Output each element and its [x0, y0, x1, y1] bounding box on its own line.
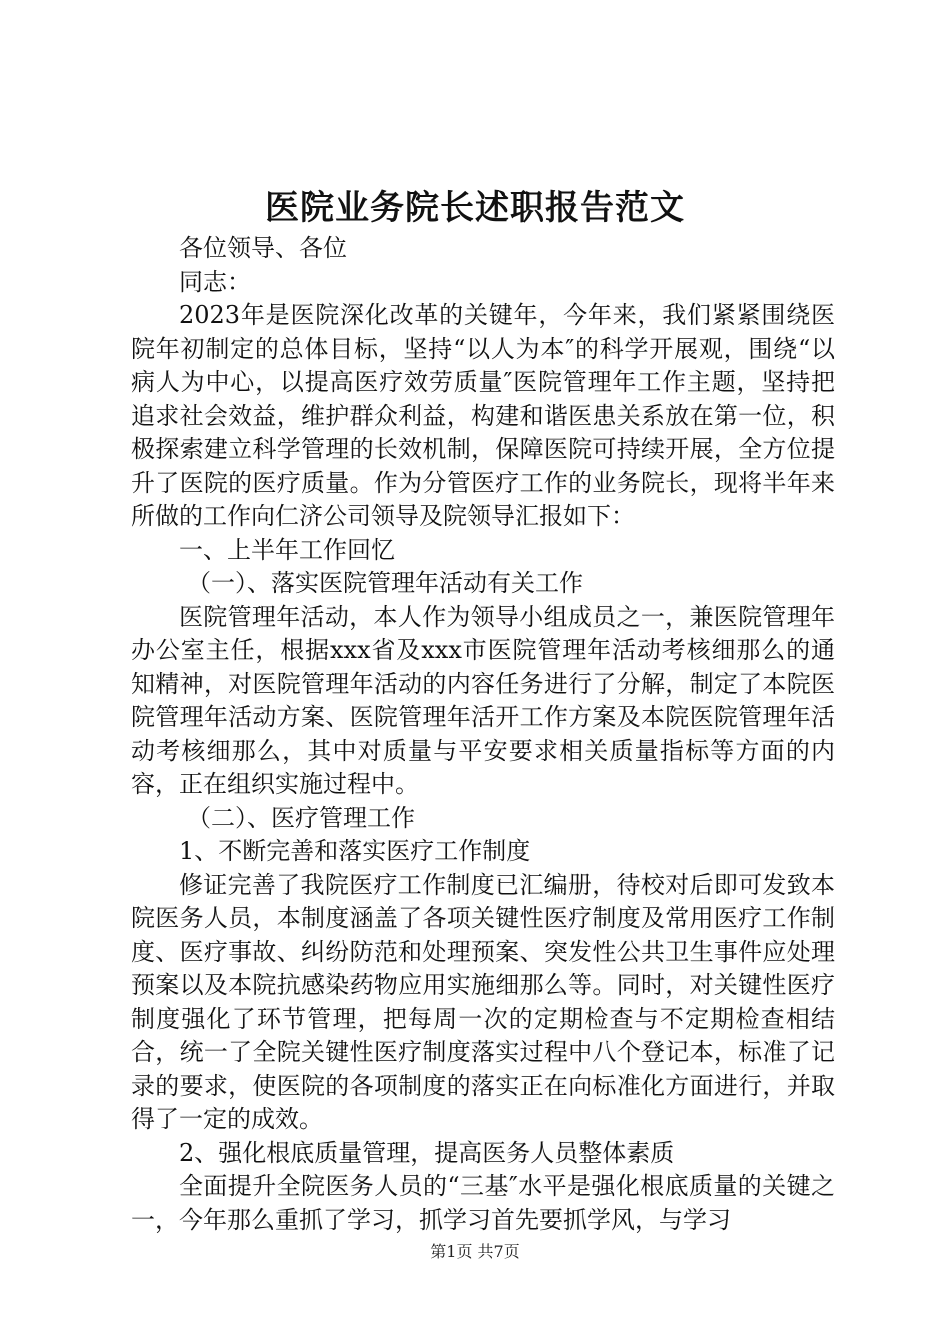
intro-paragraph: 2023年是医院深化改革的关键年，今年来，我们紧紧围绕医院年初制定的总体目标，坚持“以人为本″的科学开展观，围绕“以病人为中心，以提高医疗效劳质量″医院管理年工作主题，坚持把追求社会效益，维护群众利益，构建和谐医患关系放在第一位，积极探索建立科学管理的长效机制，保障医院可持续开展，全方位提升了医院的医疗质量。作为分管医疗工作的业务院长，现将半年来所做的工作向仁济公司领导及院领导汇报如下：: [131, 301, 835, 530]
document-title: 医院业务院长述职报告范文: [265, 188, 685, 228]
salutation-line-1: 各位领导、各位: [179, 234, 347, 262]
section-heading-1: 一、上半年工作回忆: [179, 535, 395, 564]
item-heading-1: 1、不断完善和落实医疗工作制度: [179, 837, 531, 865]
page-footer: 第1页 共7页: [430, 1242, 520, 1261]
subsection-heading-1: （一）、落实医院管理年活动有关工作: [187, 569, 583, 597]
medical-system-paragraph: 修证完善了我院医疗工作制度已汇编册，待校对后即可发致本院医务人员，本制度涵盖了各项关键性医疗制度及常用医疗工作制度、医疗事故、纠纷防范和处理预案、突发性公共卫生事件应处理预案以及本院抗感染药物应用实施细那么等。同时，对关键性医疗制度强化了环节管理，把每周一次的定期检查与不定期检查相结合，统一了全院关键性医疗制度落实过程中八个登记本，标准了记录的要求，使医院的各项制度的落实正在向标准化方面进行，并取得了一定的成效。: [131, 870, 835, 1133]
salutation-line-2: 同志：: [179, 267, 251, 296]
item-heading-2: 2、强化根底质量管理，提高医务人员整体素质: [179, 1138, 675, 1167]
management-year-paragraph: 医院管理年活动，本人作为领导小组成员之一，兼医院管理年办公室主任，根据xxx省及xxx市医院管理年活动考核细那么的通知精神，对医院管理年活动的内容任务进行了分解，制定了本院医院管理年活动方案、医院管理年活开工作方案及本院医院管理年活动考核细那么，其中对质量与平安要求相关质量指标等方面的内容，正在组织实施过程中。: [131, 602, 835, 798]
document-body: [131, 232, 835, 1237]
quality-paragraph: 全面提升全院医务人员的“三基″水平是强化根底质量的关键之一，今年那么重抓了学习，抓学习首先要抓学风，与学习: [131, 1172, 835, 1234]
subsection-heading-2: （二）、医疗管理工作: [187, 803, 415, 832]
